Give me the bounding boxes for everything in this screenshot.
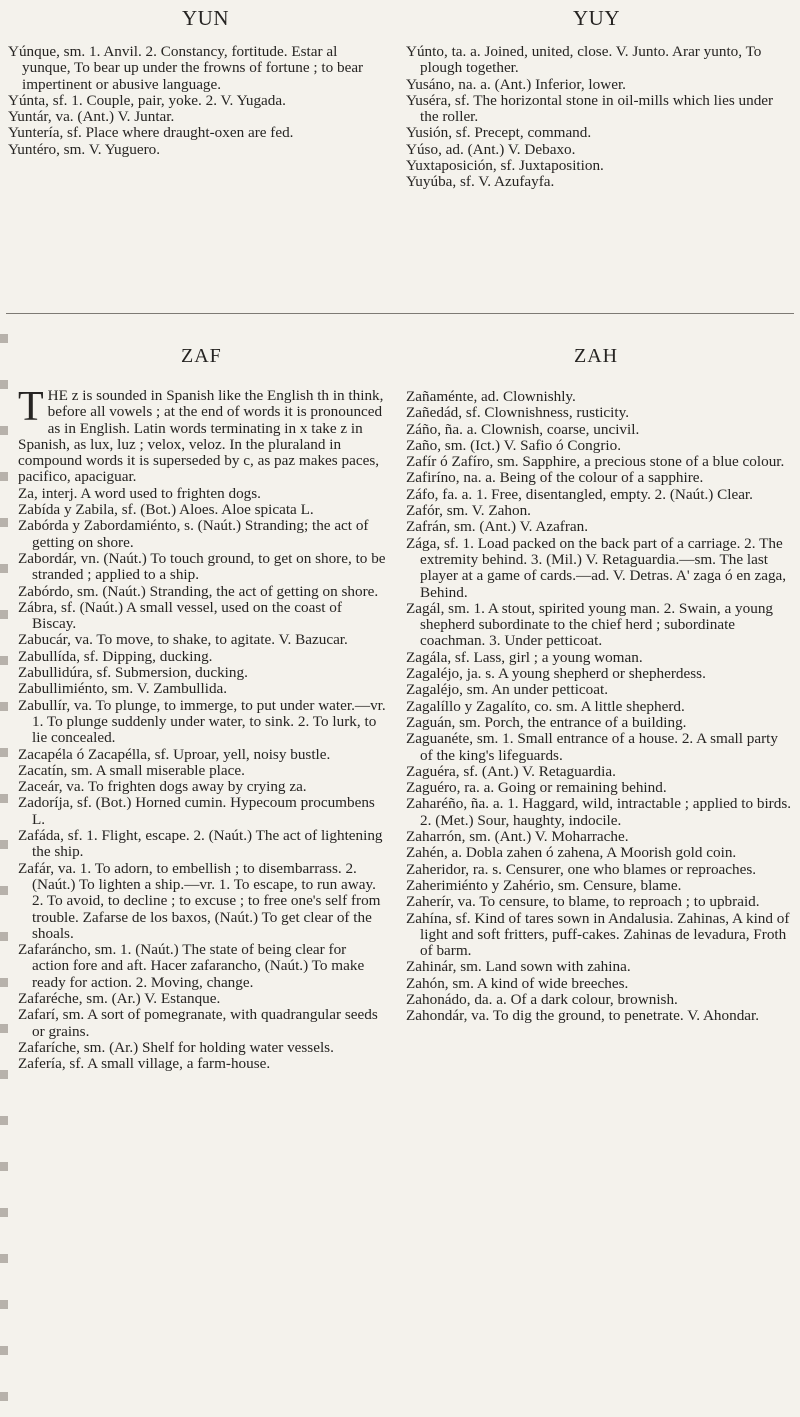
- dictionary-entry: Yusáno, na. a. (Ant.) Inferior, lower.: [406, 75, 626, 93]
- dictionary-entry: Zafarí, sm. A sort of pomegranate, with quadrangular seeds or grains.: [18, 1006, 378, 1040]
- dictionary-entry: Zafaráncho, sm. 1. (Naút.) The state of being clear for action fore and aft. Hacer zafarancho, (Naút.) To make ready for action. 2. Moving, change.: [18, 941, 365, 991]
- dictionary-entry: Zaharéño, ña. a. 1. Haggard, wild, intractable ; applied to birds. 2. (Met.) Sour, haughty, indocile.: [406, 795, 792, 829]
- dictionary-entry: Yúnto, ta. a. Joined, united, close. V. Junto. Arar yunto, To plough together.: [406, 43, 762, 77]
- section-head-left: ZAF: [181, 345, 222, 367]
- dictionary-entry: Zagalíllo y Zagalíto, co. sm. A little shepherd.: [406, 697, 685, 715]
- dictionary-entry: Zagál, sm. 1. A stout, spirited young man. 2. Swain, a young shepherd subordinate to the chief herd ; subordinate coachman. 3. Under petticoat.: [406, 599, 774, 650]
- dictionary-entry: Zagála, sf. Lass, girl ; a young woman.: [406, 648, 643, 666]
- bottom-left-column: [18, 384, 386, 1073]
- top-right-column: [406, 44, 794, 191]
- dictionary-entry: Zabórdo, sm. (Naút.) Stranding, the act of getting on shore.: [18, 582, 379, 600]
- dictionary-entry: Zaguán, sm. Porch, the entrance of a building.: [406, 713, 687, 731]
- dictionary-entry: Zafiríno, na. a. Being of the colour of a sapphire.: [406, 469, 704, 487]
- dictionary-entry: Zabullimiénto, sm. V. Zambullida.: [18, 680, 228, 698]
- dictionary-entry: Zaherír, va. To censure, to blame, to reproach ; to upbraid.: [406, 893, 760, 911]
- dictionary-entry: Zañaménte, ad. Clownishly.: [406, 388, 576, 405]
- dictionary-entry: Zafrán, sm. (Ant.) V. Azafran.: [406, 518, 589, 536]
- dictionary-entry: Zahén, a. Dobla zahen ó zahena, A Moorish gold coin.: [406, 844, 737, 862]
- dictionary-entry: Zafír ó Zafíro, sm. Sapphire, a precious stone of a blue colour.: [406, 453, 785, 471]
- dictionary-entry: Yuntería, sf. Place where draught-oxen are fed.: [8, 124, 294, 142]
- top-left-column: [8, 44, 385, 158]
- dictionary-entry: Zagaléjo, sm. An under petticoat.: [406, 681, 609, 699]
- dictionary-entry: Zábra, sf. (Naút.) A small vessel, used on the coast of Biscay.: [18, 598, 342, 633]
- dictionary-entry: Zafería, sf. A small village, a farm-house.: [18, 1055, 271, 1073]
- dictionary-entry: Zaguanéte, sm. 1. Small entrance of a house. 2. A small party of the king's lifeguards.: [406, 730, 778, 764]
- dictionary-entry: Zabordár, vn. (Naút.) To touch ground, to get on shore, to be stranded ; applied to a ship.: [18, 549, 386, 584]
- dictionary-entry: Yuntéro, sm. V. Yuguero.: [8, 140, 161, 158]
- dictionary-entry: Zafáda, sf. 1. Flight, escape. 2. (Naút.) The act of lightening the ship.: [18, 827, 383, 861]
- dictionary-entry: Záfo, fa. a. 1. Free, disentangled, empty. 2. (Naút.) Clear.: [406, 485, 753, 503]
- dictionary-entry: Zabucár, va. To move, to shake, to agitate. V. Bazucar.: [18, 631, 348, 649]
- dictionary-entry: Yúso, ad. (Ant.) V. Debaxo.: [406, 140, 576, 158]
- dictionary-entry: Yúnta, sf. 1. Couple, pair, yoke. 2. V. Yugada.: [8, 91, 286, 109]
- dropcap: T: [18, 384, 44, 430]
- dictionary-entry: Zabullidúra, sf. Submersion, ducking.: [18, 664, 248, 682]
- dictionary-entry: Zagaléjo, ja. s. A young shepherd or shepherdess.: [406, 665, 706, 683]
- section-head-right: ZAH: [574, 345, 619, 367]
- dictionary-entry: Zaheridor, ra. s. Censurer, one who blames or reproaches.: [406, 860, 757, 878]
- dictionary-entry: Zañedád, sf. Clownishness, rusticity.: [406, 404, 629, 422]
- dictionary-entry: Yuxtaposición, sf. Juxtaposition.: [406, 157, 604, 175]
- dictionary-entry: Zaguéra, sf. (Ant.) V. Retaguardia.: [406, 762, 616, 780]
- dictionary-entry: Yuntár, va. (Ant.) V. Juntar.: [8, 108, 175, 126]
- dictionary-entry: Yuséra, sf. The horizontal stone in oil-mills which lies under the roller.: [406, 91, 774, 126]
- dictionary-entry: Zahonádo, da. a. Of a dark colour, brownish.: [406, 990, 678, 1008]
- intro-paragraph: [18, 384, 386, 486]
- dictionary-entry: Za, interj. A word used to frighten dogs.: [18, 484, 261, 502]
- dictionary-entry: Zabída y Zabila, sf. (Bot.) Aloes. Aloe spicata L.: [18, 501, 314, 519]
- dictionary-entry: Zaceár, va. To frighten dogs away by crying za.: [18, 778, 307, 796]
- dictionary-entry: Zacapéla ó Zacapélla, sf. Uproar, yell, noisy bustle.: [18, 745, 331, 763]
- dictionary-entry: Zahinár, sm. Land sown with zahina.: [406, 958, 631, 976]
- dictionary-entry: Zahondár, va. To dig the ground, to penetrate. V. Ahondar.: [406, 1007, 760, 1025]
- dictionary-entry: Zacatín, sm. A small miserable place.: [18, 761, 245, 779]
- dictionary-entry: Yuyúba, sf. V. Azufayfa.: [406, 173, 555, 191]
- intro-text: HE z is sounded in Spanish like the English th in think, before all vowels ; at the end of words it is pronounced as in English. Latin words terminating in x take z in Spanish, as lux, luz ; velox, veloz. In the pluraland in compound words it is superseded by c, as paz makes paces, pacifico, apaciguar.: [18, 387, 384, 486]
- dictionary-entry: Zadoríja, sf. (Bot.) Horned cumin. Hypecoum procumbens L.: [18, 794, 375, 828]
- dictionary-entry: Zága, sf. 1. Load packed on the back part of a carriage. 2. The extremity behind. 3. (Mil.) V. Retaguardia.—sm. The last player at a game of cards.—ad. V. Detras. A' zaga ó en zaga, Behind.: [406, 534, 787, 601]
- running-head-right: YUY: [573, 6, 620, 30]
- dictionary-entry: Zafaréche, sm. (Ar.) V. Estanque.: [18, 989, 221, 1007]
- bottom-right-column: [406, 389, 794, 1025]
- dictionary-entry: Yusión, sf. Precept, command.: [406, 124, 592, 142]
- dictionary-entry: Zafaríche, sm. (Ar.) Shelf for holding water vessels.: [18, 1038, 334, 1056]
- dictionary-entry: Zaguéro, ra. a. Going or remaining behind.: [406, 779, 667, 797]
- dictionary-entry: Zahón, sm. A kind of wide breeches.: [406, 974, 629, 992]
- dictionary-entry: Záño, ña. a. Clownish, coarse, uncivil.: [406, 420, 640, 438]
- binding-edge: [0, 316, 8, 1406]
- dictionary-entry: Yúnque, sm. 1. Anvil. 2. Constancy, fortitude. Estar al yunque, To bear up under the frowns of fortune ; to bear impertinent or abusive language.: [8, 43, 364, 93]
- running-head-left: YUN: [182, 6, 229, 30]
- section-divider: [6, 313, 794, 314]
- dictionary-entry: Zaherimiénto y Zahério, sm. Censure, blame.: [406, 876, 682, 894]
- dictionary-entry: Zabullír, va. To plunge, to immerge, to put under water.—vr. 1. To plunge suddenly under water, to sink. 2. To lurk, to lie concealed.: [18, 696, 386, 747]
- dictionary-entry: Zaño, sm. (Ict.) V. Safio ó Congrio.: [406, 436, 621, 454]
- dictionary-entry: Zahína, sf. Kind of tares sown in Andalusia. Zahinas, A kind of light and soft fritters, puff-cakes. Zahinas de levadura, Froth of barm.: [406, 909, 790, 960]
- dictionary-entry: Zabullída, sf. Dipping, ducking.: [18, 647, 213, 665]
- dictionary-entry: Zaharrón, sm. (Ant.) V. Moharrache.: [406, 828, 629, 846]
- dictionary-entry: Zabórda y Zabordamiénto, s. (Naút.) Stranding; the act of getting on shore.: [18, 517, 369, 551]
- dictionary-entry: Zafár, va. 1. To adorn, to embellish ; to disembarrass. 2. (Naút.) To lighten a ship.—vr. 1. To escape, to run away. 2. To avoid, to decline ; to excuse ; to free one's self from trouble. Zafarse de los baxos, (Naút.) To get clear of the shoals.: [18, 859, 381, 942]
- bottom-left-entries: [18, 486, 386, 1073]
- dictionary-entry: Zafór, sm. V. Zahon.: [406, 502, 531, 520]
